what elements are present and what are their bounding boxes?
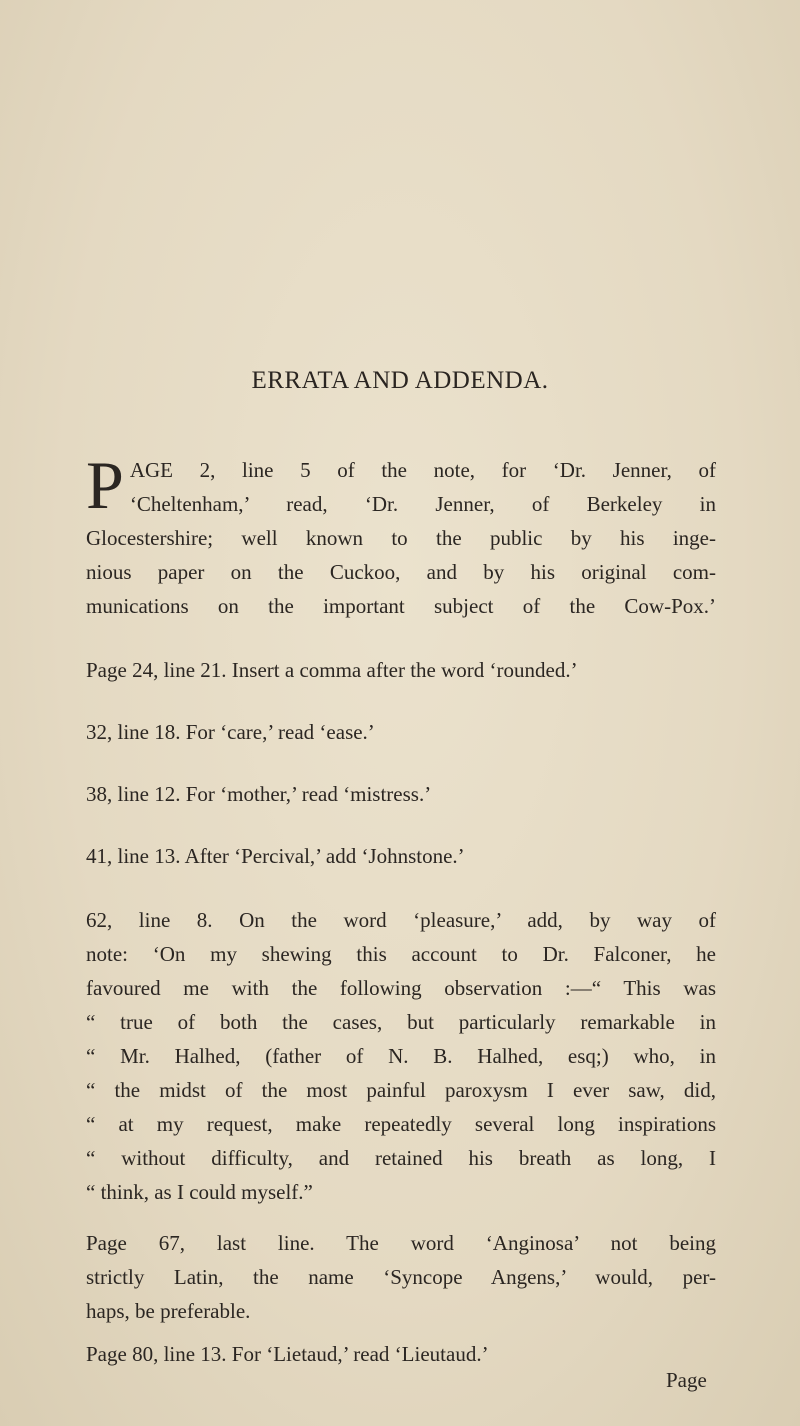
entry-line: Page 67, last line. The word ‘Anginosa’ not being [86, 1231, 716, 1255]
entry-line: nious paper on the Cuckoo, and by his original com- [86, 560, 716, 584]
page-title: ERRATA AND ADDENDA. [251, 367, 549, 394]
entry-line: Page 80, line 13. For ‘Lietaud,’ read ‘Lieutaud.’ [86, 1342, 489, 1366]
entry-line: Page 24, line 21. Insert a comma after the word ‘rounded.’ [86, 658, 578, 682]
entry-line: ‘Cheltenham,’ read, ‘Dr. Jenner, of Berkeley in [129, 492, 716, 516]
entry-line: munications on the important subject of the Cow-Pox.’ [86, 594, 716, 618]
erratum-entry-page-2 [86, 447, 716, 623]
entry-line: “ without difficulty, and retained his breath as long, I [86, 1146, 716, 1170]
entry-line: AGE 2, line 5 of the note, for ‘Dr. Jenner, of [129, 458, 716, 482]
entry-line: “ think, as I could myself.” [86, 1180, 313, 1204]
entry-line: Glocestershire; well known to the public by his inge- [86, 526, 716, 550]
entry-line: note: ‘On my shewing this account to Dr. Falconer, he [86, 942, 716, 966]
entry-line: “ at my request, make repeatedly several long inspirations [86, 1112, 716, 1136]
entry-line: strictly Latin, the name ‘Syncope Angens,’ would, per- [86, 1265, 716, 1289]
entry-line: “ Mr. Halhed, (father of N. B. Halhed, esq;) who, in [86, 1044, 716, 1068]
erratum-entry-page-80 [86, 1337, 716, 1371]
erratum-entry-page-38 [86, 777, 716, 811]
entry-line: 62, line 8. On the word ‘pleasure,’ add, by way of [86, 908, 716, 932]
erratum-entry-page-67 [86, 1226, 716, 1328]
entry-line: 38, line 12. For ‘mother,’ read ‘mistress.’ [86, 782, 432, 806]
entry-line: 32, line 18. For ‘care,’ read ‘ease.’ [86, 720, 375, 744]
catchword: Page [666, 1368, 707, 1392]
entry-line: “ the midst of the most painful paroxysm I ever saw, did, [86, 1078, 716, 1102]
drop-cap: P [86, 447, 124, 523]
erratum-entry-page-62 [86, 903, 716, 1209]
entry-line: “ true of both the cases, but particularly remarkable in [86, 1010, 716, 1034]
entry-line: favoured me with the following observation :—“ This was [86, 976, 716, 1000]
erratum-entry-page-41 [86, 839, 716, 873]
erratum-entry-page-32 [86, 715, 716, 749]
entry-line: haps, be preferable. [86, 1299, 251, 1323]
entry-line: 41, line 13. After ‘Percival,’ add ‘Johnstone.’ [86, 844, 465, 868]
erratum-entry-page-24 [86, 653, 716, 687]
